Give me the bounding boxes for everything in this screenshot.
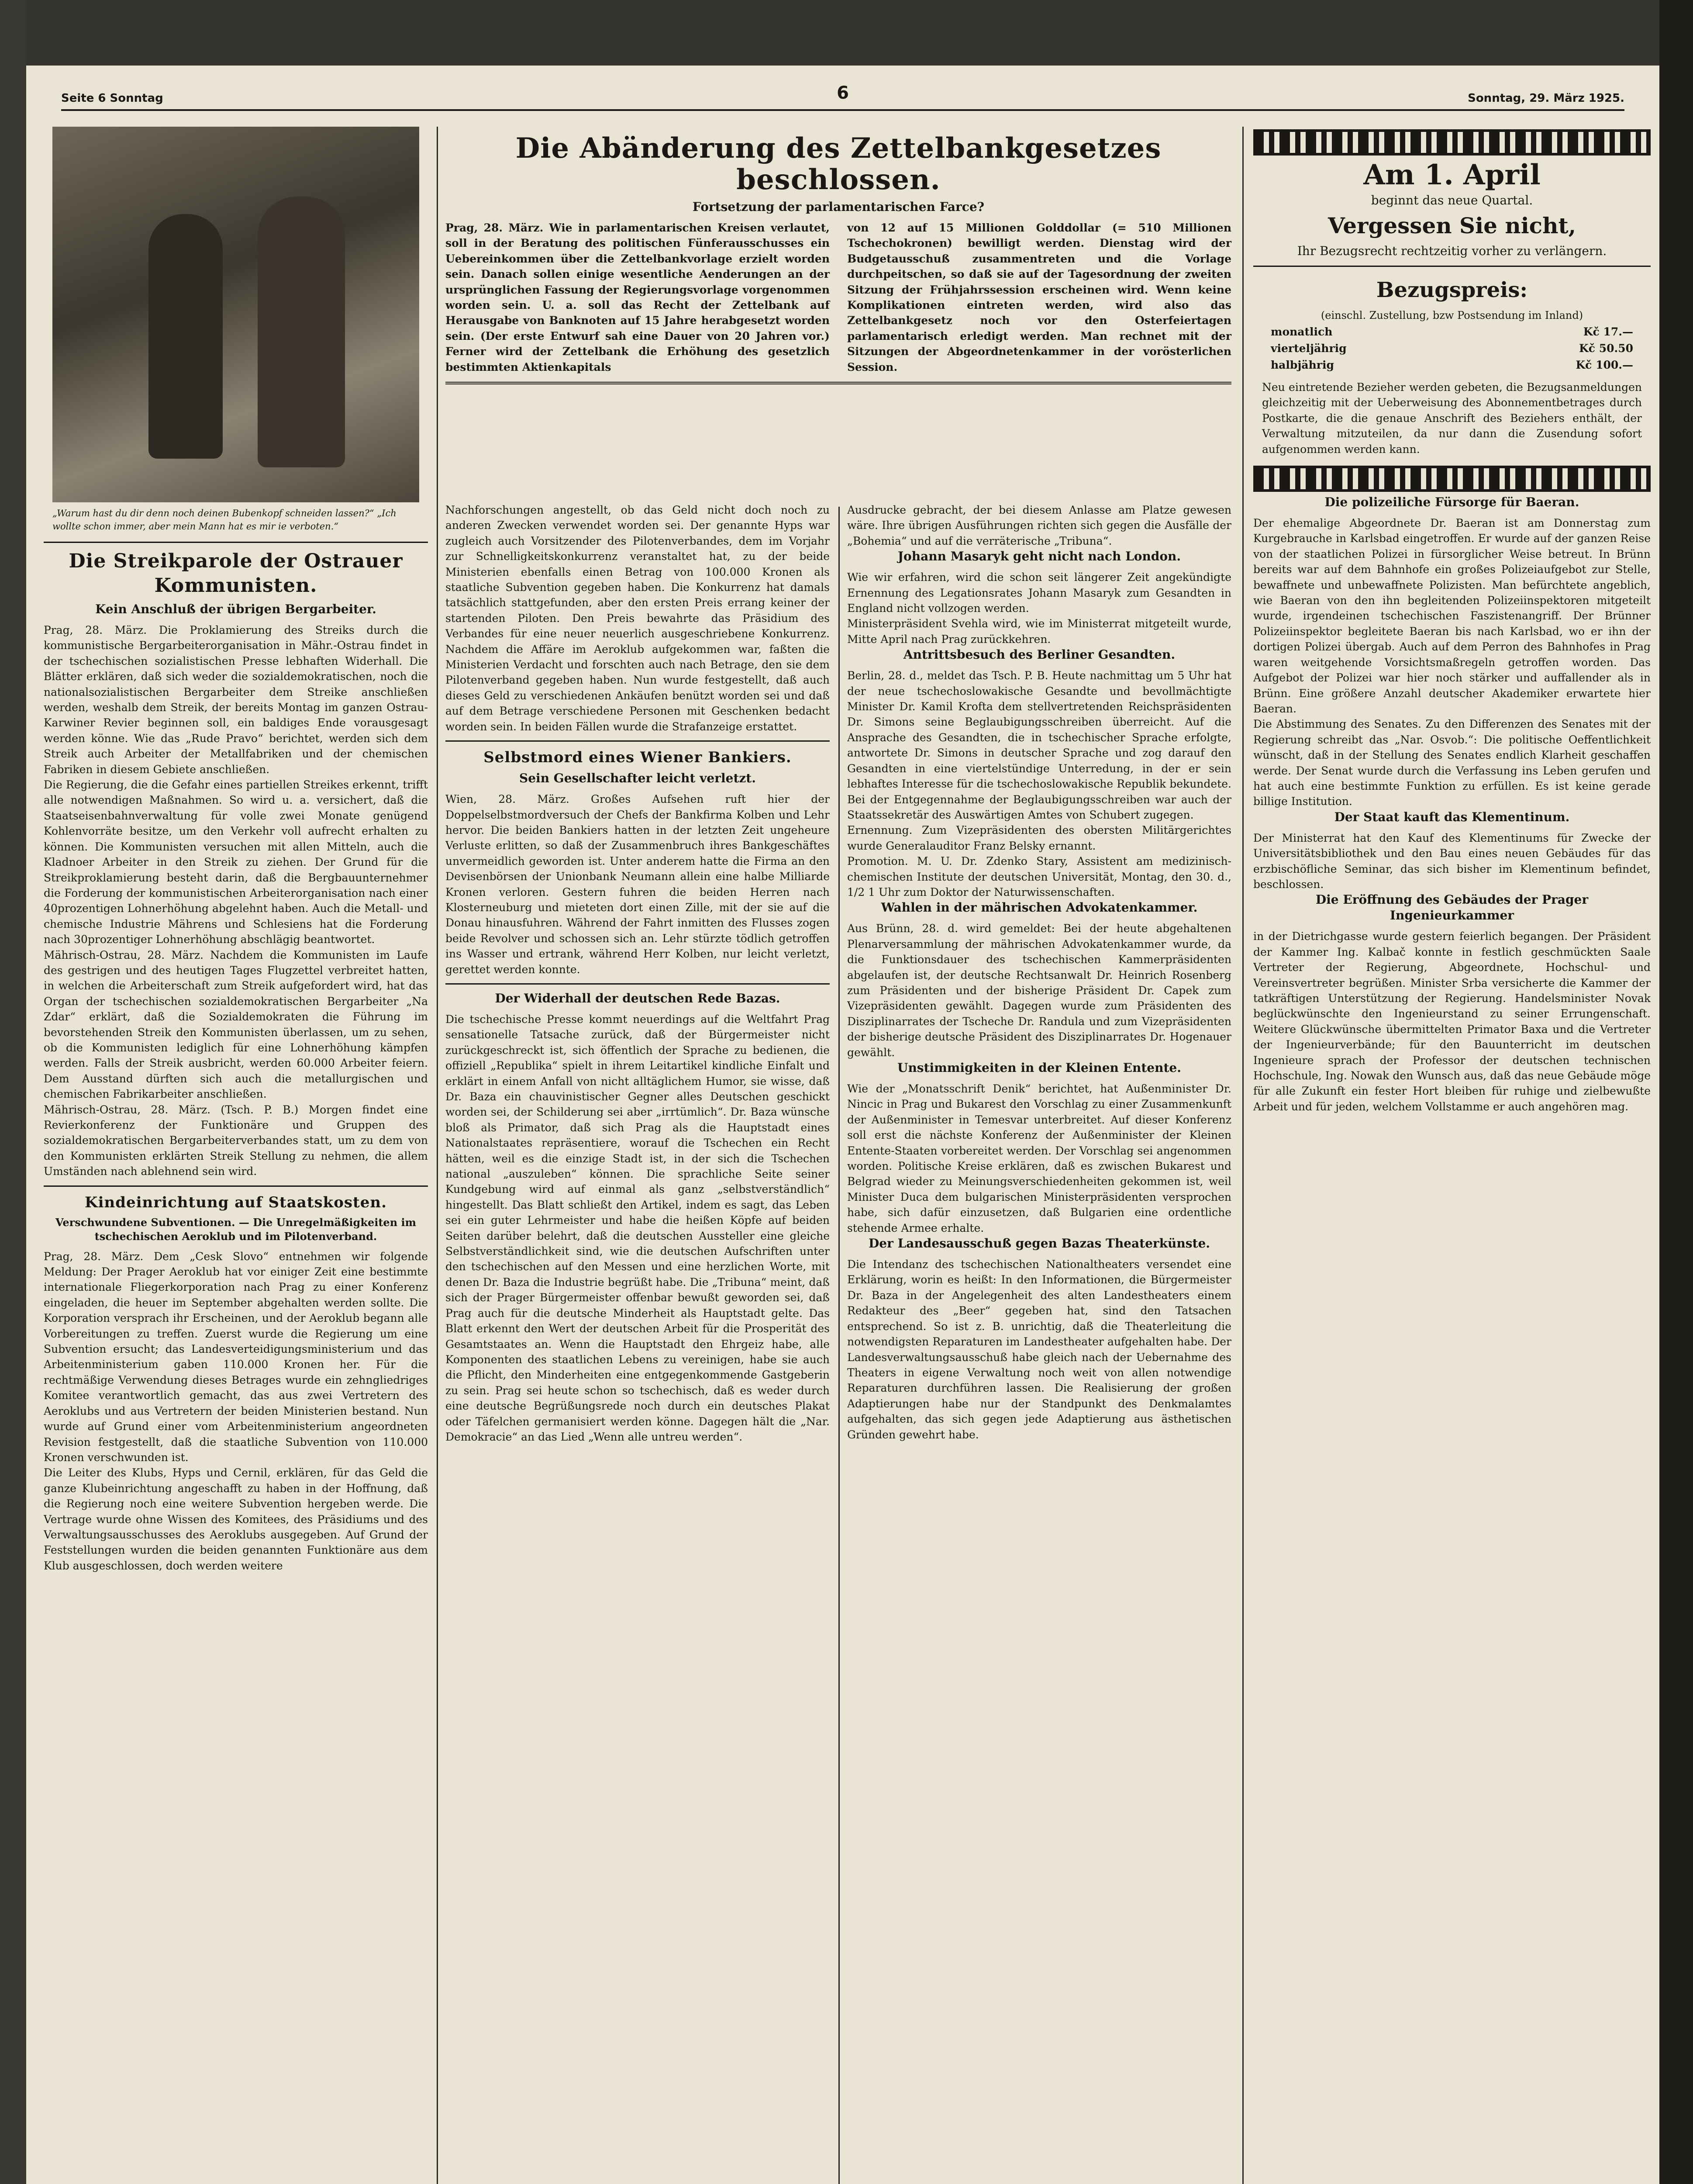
article-subheadline: Sein Gesellschafter leicht verletzt. — [519, 771, 756, 786]
article-headline: Der Widerhall der deutschen Rede Bazas. — [495, 991, 780, 1006]
article-headline: Johann Masaryk geht nicht nach London. — [897, 549, 1181, 564]
article-subheadline: Kein Anschluß der übrigen Bergarbeiter. — [95, 602, 376, 616]
column-rule — [437, 127, 438, 2184]
scan-right-border — [1659, 0, 1693, 2184]
subscription-ad — [1253, 158, 1651, 463]
cartoon-caption: „Warum hast du dir denn noch deinen Bubenkopf schneiden lassen?“ „Ich wollte schon immer, aber mein Mann hat es mir ie verboten.“ — [52, 508, 397, 532]
divider — [445, 983, 830, 985]
column-2 — [445, 502, 830, 2184]
ad-title: Am 1. April — [1363, 159, 1541, 191]
article-paragraph: Die tschechische Presse kommt neuerdings auf die Weltfahrt Prag sensationelle Tatsache zurück, daß der Bürgermeister nicht zurückgeschreckt ist, sich öffentlich der Sprache zu bedienen, die offiziell „Republika“ spielt in ihrem Leitartikel kindliche Einfalt und erklärt in einem Anfall von nicht alltäglichem Humor, sie wisse, daß Dr. Baza ein chauvinistischer Gegner alles Deutschen geschickt worden sei, der Schilderung sei aber „irrtümlich“. Dr. Baza wünsche bloß als Primator, daß sich Prag als die Hauptstadt eines Nationalstaates repräsentiere, worauf die Tschechen ein Recht hätten, weil es die einzige Stadt ist, in der sich die Tschechen national „auszuleben“ können. Die sprachliche Seite seiner Kundgebung wird auf einmal als ganz „selbstverständlich“ hingestellt. Das Blatt schließt den Artikel, indem es sagt, das Leben sei ein guter Lehrmeister und habe die heißen Köpfe auf beiden Seiten darüber belehrt, daß die deutschen Aussteller eine gleiche Selbstverständlichkeit sind, wie die deutschen Aufschriften unter den tschechischen auf den Messen und eine herzlichen Worte, mit denen Dr. Baza die Industrie begrüßt habe. Die „Tribuna“ meint, daß sich der Prager Bürgermeister offenbar bewußt geworden sei, daß Prag auch für die deutsche Minderheit als Hauptstadt gelte. Das Blatt erkennt den Wert der deutschen Arbeit für die Prosperität des Gesamtstaates an. Wenn die Hauptstadt den Ehrgeiz habe, alle Komponenten des staatlichen Lebens zu vereinigen, habe sie auch die Pflicht, den Minderheiten eine entgegenkommende Gastgeberin zu sein. Prag sei heute schon so tschechisch, daß es weder durch eine deutsche Begrüßungsrede noch durch ein deutsches Plakat oder Täfelchen germanisiert werden könne. Dagegen hält die „Nar. Demokracie“ an das Lied „Wenn alle untreu werden“. — [445, 1013, 830, 1443]
article-paragraph: Die Intendanz des tschechischen Nationaltheaters versendet eine Erklärung, worin es heißt: In den Informationen, die Bürgermeister Dr. Baza in der Angelegenheit des alten Landestheaters einem Redakteur des „Beer“ gegeben hat, sind den Tatsachen entsprechend. So ist z. B. unrichtig, daß die Theaterleitung die notwendigsten Reparaturen im Landestheater aufgehalten habe. Der Landesverwaltungsausschuß habe gleich nach der Uebernahme des Theaters in eigene Verwaltung noch weit von allen notwendige Reparaturen durchführen lassen. Die Realisierung der großen Adaptierungen habe nur der Standpunkt des Denkmalamtes aufgehalten, das sich gegen jede Adaptierung aus ästhetischen Gründen gewehrt habe. — [847, 1258, 1231, 1441]
article-paragraph: Prag, 28. März. Die Proklamierung des Streiks durch die kommunistische Bergarbeiterorganisation in Mähr.-Ostrau findet in der tschechischen sozialistischen Presse lebhaften Widerhall. Die Blätter erklären, daß sich weder die sozialdemokratischen, noch die nationalsozialistischen Bergarbeiter dem Streike anschließen werden, weshalb dem Streik, der bereits Montag im ganzen Ostrau-Karwiner Revier beginnen soll, ein baldiges Ende vorausgesagt werden könne. Wie das „Rude Pravo“ berichtet, werden sich dem Streik auch Arbeiter der Metallfabriken und der chemischen Fabriken in diesem Gebiete anschließen. — [44, 624, 428, 776]
article-headline: Die Streikparole der Ostrauer Kommunisten. — [69, 550, 403, 597]
article-paragraph: Mährisch-Ostrau, 28. März. Nachdem die Kommunisten im Laufe des gestrigen und des heutigen Tages Flugzettel verbreitet hatten, in welchen die Arbeiterschaft zum Streik aufgefordert wird, hat das Organ der tschechischen sozialdemokratischen Bergarbeiter „Na Zdar“ erklärt, daß die Sozialdemokraten die Führung im bevorstehenden Streik den Kommunisten überlassen, um zu sehen, ob die Kommunisten lediglich für eine Lohnerhöhung kämpfen werden. Falls der Streik ausbricht, werden 60.000 Arbeiter feiern. Dem Ausstand dürften sich auch die metallurgischen und chemischen Fabrikarbeiter anschließen. — [44, 948, 428, 1101]
lead-subheadline: Fortsetzung der parlamentarischen Farce? — [692, 200, 985, 214]
price-list — [1253, 324, 1651, 373]
ad-title-2: Vergessen Sie nicht, — [1328, 213, 1576, 238]
article-paragraph: Prag, 28. März. Dem „Cesk Slovo“ entnehmen wir folgende Meldung: Der Prager Aeroklub hat vor einiger Zeit eine bestimmte internationale Fliegerkorporation nach Prag zu einer Konferenz eingeladen, die heuer im September abgehalten werden sollte. Die Korporation versprach ihr Erscheinen, und der Aeroklub begann alle Vorbereitungen zu treffen. Zuerst wurde die Regierung um eine Subvention ersucht; das Landesverteidigungsministerium und das Arbeitenministerium gaben 110.000 Kronen her. Für die rechtmäßige Verwendung dieses Betrages wurde ein zehngliedriges Komitee verantwortlich gemacht, das aus zwei Vertretern des Aeroklubs und aus Vertretern der beiden Ministerien bestand. Nun wurde auf Grund einer vom Arbeitenministerium angeordneten Revision festgestellt, daß die staatliche Subvention von 110.000 Kronen verschwunden ist. — [44, 1250, 428, 1464]
divider — [1253, 266, 1651, 267]
article-headline: Unstimmigkeiten in der Kleinen Entente. — [897, 1061, 1181, 1075]
article-paragraph: Mährisch-Ostrau, 28. März. (Tsch. P. B.) Morgen findet eine Revierkonferenz der Funktionäre und Gruppen des sozialdemokratischen Bergarbeiterverbandes statt, um zu dem von den Kommunisten erklärten Streik Stellung zu nehmen, die allem Umständen nach ablehnend sein wird. — [44, 1103, 428, 1178]
article-paragraph: Die Leiter des Klubs, Hyps und Cernil, erklären, für das Geld die ganze Klubeinrichtung angeschafft zu haben in der Hoffnung, daß die Regierung noch eine weitere Subvention hergeben werde. Die Vertrage wurde ohne Wissen des Komitees, des Präsidiums und des Verwaltungsausschusses des Aeroklubs ausgegeben. Auf Grund der Feststellungen wurden die beiden genannten Funktionäre aus dem Klub ausgeschlossen, doch werden weitere — [44, 1466, 428, 1572]
lead-headline: Die Abänderung des Zettelbankgesetzes beschlossen. — [515, 132, 1162, 196]
lead-text-right: von 12 auf 15 Millionen Golddollar (= 510 Millionen Tschechokronen) bewilligt werden. Dienstag wird der Budgetausschuß zusammentreten und die Vorlage durchpeitschen, so daß sie auf der Tagesordnung der zweiten Sitzung der Frühjahrssession erscheinen wird. Wenn keine Komplikationen eintreten werden, wird also das Zettelbankgesetz noch vor den Osterfeiertagen parlamentarisch erledigt werden. Man rechnet mit der Sitzungen der Abgeordnetenkammer in der vorösterlichen Session. — [847, 221, 1231, 373]
column-rule — [1242, 127, 1244, 2184]
article-paragraph: Wie der „Monatsschrift Denik“ berichtet, hat Außenminister Dr. Nincic in Prag und Bukarest den Vorschlag zu einer Zusammenkunft der Außenminister in Temesvar unterbreitet. Auf dieser Konferenz soll erst die nächste Konferenz der Außenminister der Kleinen Entente-Staaten vorbereitet werden. Der Vorschlag sei angenommen worden. Politische Kreise erklären, daß es zwischen Bukarest und Belgrad wieder zu Meinungsverschiedenheiten gekommen ist, weil Minister Duca dem bulgarischen Ministerpräsidenten versprochen habe, sich dafür einzusetzen, daß Bulgarien eine ordentliche stehende Armee erhalte. — [847, 1082, 1231, 1234]
article-paragraph: Ausdrucke gebracht, der bei diesem Anlasse am Platze gewesen wäre. Ihre übrigen Ausführungen richten sich gegen die Ausfälle der „Bohemia“ und auf die verräterische „Tribuna“. — [847, 504, 1231, 547]
article-headline: Kindeinrichtung auf Staatskosten. — [85, 1193, 387, 1211]
article-paragraph: Aus Brünn, 28. d. wird gemeldet: Bei der heute abgehaltenen Plenarversammlung der mährischen Advokatenkammer wurde, da die Funktionsdauer des tschechischen Kammerpräsidenten abgelaufen ist, der deutsche Rechtsanwalt Dr. Heinrich Rosenberg zum Präsidenten und der bisherige Präsident Dr. Capek zum Vizepräsidenten gewählt. Dagegen wurde zum Präsidenten des Disziplinarrates der Tscheche Dr. Randula und zum Vizepräsidenten der bisherige deutsche Präsident des Disziplinarrates Dr. Hogenauer gewählt. — [847, 922, 1231, 1059]
price-row: vierteljährig Kč 50.50 — [1271, 342, 1633, 355]
header-date: Sonntag, 29. März 1925. — [1468, 92, 1624, 105]
price-title: Bezugspreis: — [1376, 278, 1528, 302]
ad-line: beginnt das neue Quartal. — [1371, 193, 1533, 207]
scan-top-border — [0, 0, 1693, 66]
divider — [445, 382, 1231, 384]
divider — [44, 542, 428, 543]
column-1 — [44, 127, 428, 2184]
article-paragraph: Ernennung. Zum Vizepräsidenten des obersten Militärgerichtes wurde Generalauditor Franz Belsky ernannt. — [847, 824, 1231, 852]
ad-line: Ihr Bezugsrecht rechtzeitig vorher zu verlängern. — [1297, 244, 1607, 258]
article-paragraph: in der Dietrichgasse wurde gestern feierlich begangen. Der Präsident der Kammer Ing. Kalbač konnte in festlich geschmückten Saale Vertreter der Regierung, Abgeordnete, Hochschul- und Vereinsvertreter begrüßen. Minister Srba versicherte die Kammer der tatkräftigen Unterstützung der Regierung. Handelsminister Novak beglückwünschte den Ingenieurstand zu seiner Errungenschaft. Weitere Glückwünsche übermittelten Primator Baxa und die Vertreter der Ingenieurverbände; für den Bauunterricht im deutschen Ingenieure sprach der Professor der deutschen technischen Hochschule, Ing. Nowak den Wunsch aus, daß das neue Gebäude möge für alle Zukunft ein fester Hort bleiben für ruhige und zielbewußte Arbeit und für jeden, welchem Vollstamme er auch angehören mag. — [1253, 930, 1651, 1113]
article-headline: Die Eröffnung des Gebäudes der Prager Ingenieurkammer — [1315, 892, 1589, 923]
header-left: Seite 6 Sonntag — [61, 92, 163, 105]
column-rule — [838, 507, 840, 2184]
article-headline: Die polizeiliche Fürsorge für Baeran. — [1324, 495, 1579, 510]
article-headline: Selbstmord eines Wiener Bankiers. — [483, 749, 792, 767]
article-headline: Antrittsbesuch des Berliner Gesandten. — [903, 647, 1176, 662]
article-headline: Wahlen in der mährischen Advokatenkammer. — [881, 900, 1198, 915]
price-row: monatlich Kč 17.— — [1271, 325, 1633, 338]
column-4 — [1253, 127, 1651, 2184]
figure-right — [258, 197, 345, 467]
figure-left — [148, 214, 223, 459]
page-header — [61, 83, 1624, 111]
article-paragraph: Berlin, 28. d., meldet das Tsch. P. B. Heute nachmittag um 5 Uhr hat der neue tschechoslowakische Gesandte und bevollmächtigte Minister Dr. Kamil Krofta dem stellvertretenden Reichspräsidenten Dr. Simons seine Beglaubigungsschreiben überreicht. Auf die Ansprache des Gesandten, die in tschechischer Sprache erfolgte, antwortete Dr. Simons in deutscher Sprache und zog darauf den Gesandten in eine viertelstündige Unterredung, in der er sein lebhaftes Interesse für die tschechoslowakische Republik bekundete. Bei der Entgegennahme der Beglaubigungsschreiben war auch der Staatssekretär des Auswärtigen Amtes von Schubert zugegen. — [847, 669, 1231, 821]
column-3 — [847, 502, 1231, 2184]
article-paragraph: Nachforschungen angestellt, ob das Geld nicht doch noch zu anderen Zwecken verwendet worden sei. Der genannte Hyps war zugleich auch Vorsitzender des Pilotenverbandes, dem im Vorjahr zur Schnelligkeitskonkurrenz veranstaltet hat, zu der beide Ministerien ebenfalls einen Betrag von 100.000 Kronen als staatliche Subvention gegeben haben. Die Konkurrenz hat damals tatsächlich stattgefunden, aber den ersten Preis errang keiner der startenden Piloten. Den Preis bewahrte das Präsidium des Verbandes für eine neuer neuerlich ausgeschriebene Konkurrenz. Nachdem die Affäre im Aeroklub aufgekommen war, faßten die Ministerien Verdacht und forschten auch nach Betrage, den sie dem Pilotenverband gegeben haben. Nun wurde festgestellt, daß auch dieses Geld zu verschiedenen Ankäufen benützt worden sei und daß auf dem Betrage verschiedene Personen mit Geschenken bedacht worden sein. In beiden Fällen wurde die Strafanzeige erstattet. — [445, 504, 830, 733]
lead-article — [445, 127, 1231, 391]
ornament-border — [1253, 466, 1651, 492]
price-note: (einschl. Zustellung, bzw Postsendung im Inland) — [1321, 309, 1583, 321]
price-footnote: Neu eintretende Bezieher werden gebeten, die Bezugsanmeldungen gleichzeitig mit der Ueberweisung des Abonnementbetrages durch Postkarte, die die genaue Anschrift des Beziehers enthält, der Verwaltung mitzuteilen, da nur dann die Zusendung sofort aufgenommen werden kann. — [1262, 381, 1642, 456]
article-paragraph: Die Regierung, die die Gefahr eines partiellen Streikes erkennt, trifft alle notwendigen Maßnahmen. So wird u. a. versichert, daß die Staatseisenbahnverwaltung für volle zwei Monate genügend Kohlenvorräte besitze, um den Verkehr voll aufrecht erhalten zu können. Die Kommunisten versuchen mit allen Mitteln, auch die Kladnoer Arbeiter in den Streik zu ziehen. Der Grund für die Streikproklamierung besteht darin, daß die Bergbauunternehmer die Forderung der kommunistischen Arbeiterorganisation nach einer 40prozentigen Lohnerhöhung abgelehnt haben. Auch die Metall- und chemische Industrie Mährens und Schlesiens hat die Forderung nach 30prozentiger Lohnerhöhung abschlägig beantwortet. — [44, 778, 428, 946]
scan-left-border — [0, 0, 26, 2184]
article-paragraph: Wie wir erfahren, wird die schon seit längerer Zeit angekündigte Ernennung des Legationsrates Johann Masaryk zum Gesandten in England nicht vollzogen werden. — [847, 571, 1231, 615]
article-paragraph: Die Abstimmung des Senates. Zu den Differenzen des Senates mit der Regierung schreibt das „Nar. Osvob.“: Die politische Oeffentlichkeit wünscht, daß in der Stellung des Senates endlich Klarheit geschaffen werde. Der Senat wurde durch die Verfassung ins Leben gerufen und hat auch eine bestimmte Funktion zu erfüllen. Es ist keine gerade billige Institution. — [1253, 718, 1651, 808]
ornament-border — [1253, 129, 1651, 156]
lead-text-left: Prag, 28. März. Wie in parlamentarischen Kreisen verlautet, soll in der Beratung des politischen Fünferausschusses ein Uebereinkommen über die Zettelbankvorlage erzielt worden sein. Danach sollen einige wesentliche Aenderungen an der ursprünglichen Fassung der Regierungsvorlage vorgenommen worden sein. U. a. soll das Recht der Zettelbank auf Herausgabe von Banknoten auf 15 Jahre herabgesetzt worden sein. (Der erste Entwurf sah eine Dauer von 20 Jahren vor.) Ferner wird der Zettelbank die Erhöhung des gesetzlich bestimmten Aktienkapitals — [445, 221, 830, 373]
article-paragraph: Promotion. M. U. Dr. Zdenko Stary, Assistent am medizinisch-chemischen Institute der deutschen Universität, Montag, den 30. d., 1/2 1 Uhr zum Doktor der Naturwissenschaften. — [847, 855, 1231, 898]
article-paragraph: Ministerpräsident Svehla wird, wie im Ministerrat mitgeteilt wurde, Mitte April nach Prag zurückkehren. — [847, 617, 1231, 646]
article-paragraph: Der ehemalige Abgeordnete Dr. Baeran ist am Donnerstag zum Kurgebrauche in Karlsbad eingetroffen. Er wurde auf der ganzen Reise von der staatlichen Polizei in fürsorglicher Weise betreut. In Brünn bereits war auf dem Bahnhofe ein großes Polizeiaufgebot zur Stelle, bewaffnete und unbewaffnete Polizisten. Man befürchtete angeblich, wie Baeran von den ihn begleitenden Polizeiinspektoren mitgeteilt wurde, irgendeinen tschechischen Faszistenangriff. Der Brünner Polizeiinspektor begleitete Baeran bis nach Karlsbad, wo er ihn der dortigen Polizei übergab. Auch auf dem Perron des Bahnhofes in Prag waren weitgehende Vorsichtsmaßregeln getroffen worden. Das Aufgebot der Polizei war hier noch stärker und auffallender als in Brünn. Eine größere Anzahl deutscher Akademiker erwartete hier Baeran. — [1253, 517, 1651, 715]
divider — [44, 1185, 428, 1187]
article-subheadline: Verschwundene Subventionen. — Die Unregelmäßigkeiten im tschechischen Aeroklub und im Pilotenverband. — [55, 1216, 417, 1243]
article-paragraph: Wien, 28. März. Großes Aufsehen ruft hier der Doppelselbstmordversuch der Chefs der Bankfirma Kolben und Lehr hervor. Die beiden Bankiers hatten in der letzten Zeit ungeheure Verluste erlitten, so daß der Zusammenbruch ihres Bankgeschäftes unvermeidlich geworden ist. Unter anderem hatte die Firma an den Devisenbörsen der Unionbank Neumann allein eine halbe Milliarde Kronen verloren. Gestern fuhren die beiden Herren nach Klosterneuburg und mieteten dort einen Zille, mit der sie auf die Donau hinausfuhren. Während der Fahrt inmitten des Flusses zogen beide Revolver und schossen sich an. Lehr stürzte tödlich getroffen ins Wasser und ertrank, während Herr Kolben, nur leicht verletzt, gerettet werden konnte. — [445, 793, 830, 976]
divider — [445, 740, 830, 742]
article-headline: Der Landesausschuß gegen Bazas Theaterkünste. — [868, 1236, 1210, 1251]
article-headline: Der Staat kauft das Klementinum. — [1334, 809, 1570, 824]
article-paragraph: Der Ministerrat hat den Kauf des Klementinums für Zwecke der Universitätsbibliothek und den Bau eines neuen Gebäudes für das erzbischöfliche Seminar, das sich bisher im Klementinum befindet, beschlossen. — [1253, 831, 1651, 891]
page-number: 6 — [837, 83, 849, 103]
price-row: halbjährig Kč 100.— — [1271, 359, 1633, 371]
newspaper-page — [26, 66, 1659, 2184]
cartoon-image — [52, 127, 419, 502]
